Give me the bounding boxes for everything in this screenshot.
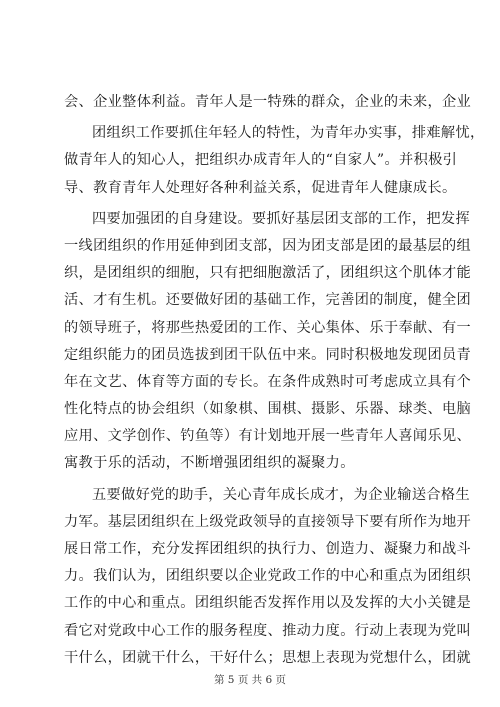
text-line: 应用、文学创作、钓鱼等）有计划地开展一些青年人喜闻乐见、 bbox=[64, 428, 472, 445]
text-line: 力军。基层团组织在上级党政领导的直接领导下要有所作为地开 bbox=[64, 513, 472, 530]
text-line: 工作的中心和重点。团组织能否发挥作用以及发挥的大小关键是 bbox=[64, 595, 472, 612]
text-line: 性化特点的协会组织（如象棋、围棋、摄影、乐器、球类、电脑 bbox=[64, 401, 472, 418]
page-number-footer: 第 5 页 共 6 页 bbox=[213, 674, 287, 686]
document-body bbox=[64, 89, 485, 672]
text-line: 展日常工作，充分发挥团组织的执行力、创造力、凝聚力和战斗 bbox=[64, 541, 472, 557]
text-line: 干什么，团就干什么，干好什么；思想上表现为党想什么，团就 bbox=[64, 649, 472, 666]
text-line: 四要加强团的自身建设。要抓好基层团支部的工作，把发挥 bbox=[92, 210, 470, 227]
paragraph-3 bbox=[64, 206, 472, 478]
text-line: 导、教育青年人处理好各种利益关系，促进青年人健康成长。 bbox=[64, 179, 457, 196]
text-line: 看它对党政中心工作的服务程度、推动力度。行动上表现为党叫 bbox=[64, 622, 472, 639]
text-line: 力。我们认为，团组织要以企业党政工作的中心和重点为团组织 bbox=[64, 568, 472, 585]
text-line: 年在文艺、体育等方面的专长。在条件成熟时可考虑成立具有个 bbox=[64, 373, 472, 390]
text-line: 寓教于乐的活动，不断增强团组织的凝聚力。 bbox=[64, 455, 355, 472]
paragraph-2 bbox=[64, 120, 485, 202]
text-line: 定组织能力的团员选拔到团干队伍中来。同时积极地发现团员青 bbox=[64, 346, 472, 363]
text-line: 五要做好党的助手，关心青年成长成才，为企业输送合格生 bbox=[92, 486, 470, 503]
text-line: 做青年人的知心人，把组织办成青年人的“自家人”。并积极引 bbox=[64, 152, 458, 169]
text-line: 织，是团组织的细胞，只有把细胞激活了，团组织这个肌体才能 bbox=[64, 265, 472, 282]
paragraph-1 bbox=[64, 89, 472, 116]
text-line: 团组织工作要抓住年轻人的特性，为青年办实事，排难解忧， bbox=[92, 125, 485, 142]
text-line: 活、才有生机。还要做好团的基础工作，完善团的制度，健全团 bbox=[64, 292, 472, 309]
text-line: 一线团组织的作用延伸到团支部，因为团支部是团的最基层的组 bbox=[64, 237, 472, 254]
paragraph-4 bbox=[64, 482, 472, 672]
text-line: 会、企业整体利益。青年人是一特殊的群众，企业的未来，企业 bbox=[64, 94, 472, 110]
text-line: 的领导班子，将那些热爱团的工作、关心集体、乐于奉献、有一 bbox=[64, 319, 472, 336]
